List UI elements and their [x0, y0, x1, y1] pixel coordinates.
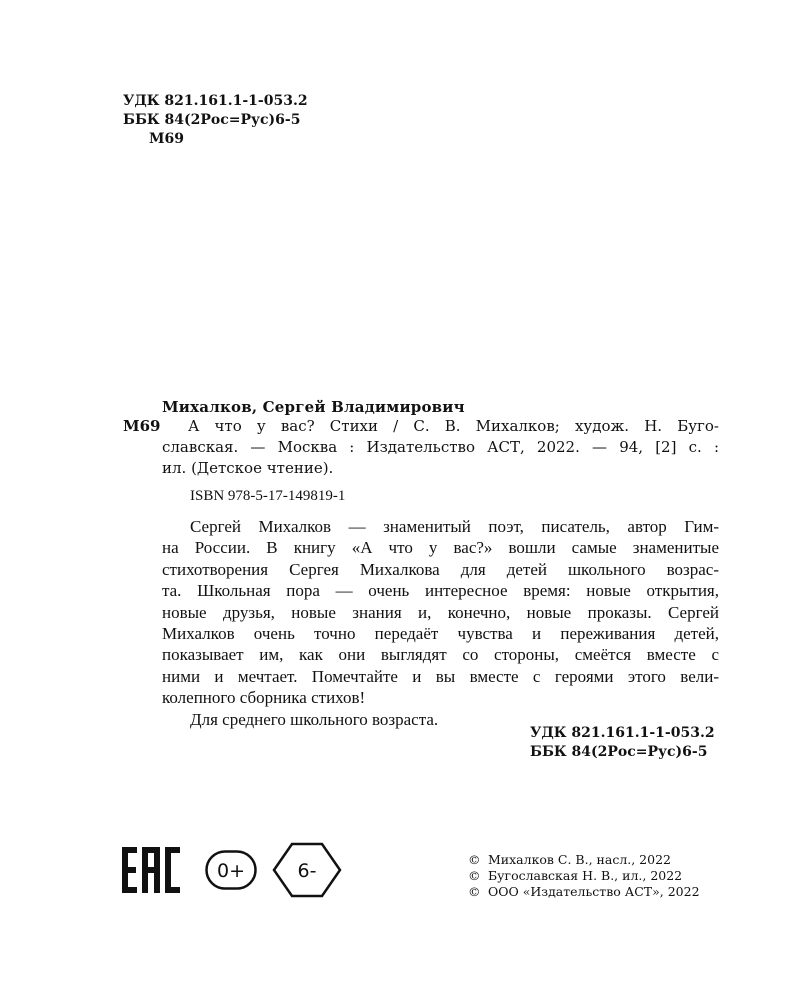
- bibliographic-description: [162, 416, 719, 479]
- annotation-line: показывает им, как они выглядят со стороны, смеётся вместе с: [162, 645, 719, 665]
- author-heading: Михалков, Сергей Владимирович: [162, 398, 465, 416]
- annotation: [162, 516, 719, 730]
- age-rating-0-plus-label: 0+: [216, 860, 246, 882]
- copyright-line: © ООО «Издательство АСТ», 2022: [468, 884, 700, 899]
- bbk-code: ББК 84(2Рос=Рус)6-5: [530, 744, 708, 760]
- age-rating-6-label: 6-: [297, 860, 317, 882]
- age-rating-6-badge: [272, 842, 342, 898]
- annotation-line: новые друзья, новые знания и, конечно, новые проказы. Сергей: [162, 602, 719, 622]
- top-classification-codes: [123, 92, 308, 149]
- description-line: А что у вас? Стихи / С. В. Михалков; худож. Н. Буго-: [188, 417, 719, 435]
- annotation-line: стихотворения Сергея Михалкова для детей школьного возрас-: [162, 559, 719, 579]
- copyright-line: © Михалков С. В., насл., 2022: [468, 852, 671, 867]
- bottom-classification-codes: [530, 724, 720, 762]
- annotation-line: та. Школьная пора — очень интересное время: новые открытия,: [162, 581, 719, 601]
- annotation-line: Сергей Михалков — знаменитый поэт, писатель, автор Гим-: [190, 517, 719, 536]
- isbn: ISBN 978-5-17-149819-1: [190, 488, 346, 504]
- copyright-symbol: ©: [468, 868, 481, 883]
- audience-note: Для среднего школьного возраста.: [190, 709, 439, 729]
- copyright-line: © Бугославская Н. В., ил., 2022: [468, 868, 683, 883]
- age-rating-0-plus-badge: [205, 850, 257, 890]
- copyright-symbol: ©: [468, 852, 481, 867]
- eac-conformity-mark-icon: [122, 847, 180, 893]
- bbk-code: ББК 84(2Рос=Рус)6-5: [123, 112, 301, 128]
- udk-code: УДК 821.161.1-1-053.2: [123, 93, 308, 109]
- description-line: ил. (Детское чтение).: [162, 459, 334, 477]
- annotation-line: ними и мечтает. Помечтайте и вы вместе с героями этого вели-: [162, 666, 719, 686]
- description-line: славская. — Москва : Издательство АСТ, 2022. — 94, [2] с. :: [162, 438, 719, 456]
- book-author-mark: М69: [123, 417, 161, 435]
- annotation-line: на России. В книгу «А что у вас?» вошли самые знаменитые: [162, 538, 719, 558]
- copyright-block: [468, 852, 700, 900]
- author-mark: М69: [149, 131, 184, 147]
- udk-code: УДК 821.161.1-1-053.2: [530, 725, 715, 741]
- annotation-line: колепного сборника стихов!: [162, 688, 366, 708]
- copyright-symbol: ©: [468, 884, 481, 899]
- annotation-line: Михалков очень точно передаёт чувства и переживания детей,: [162, 624, 719, 644]
